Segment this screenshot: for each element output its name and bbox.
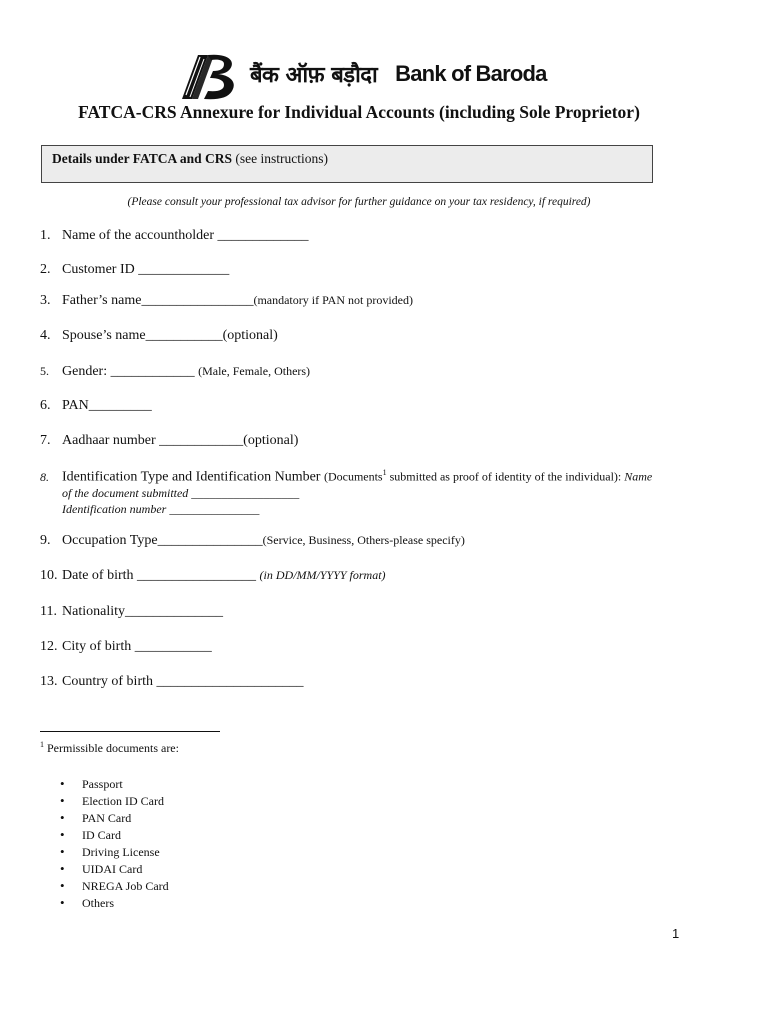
bullet-icon: •	[60, 861, 65, 876]
details-box-bold: Details under FATCA and CRS	[52, 151, 233, 166]
field-note: (Service, Business, Others-please specify)	[262, 533, 465, 547]
document-title: FATCA-CRS Annexure for Individual Accounts (including Sole Proprietor)	[78, 102, 640, 122]
field-accountholder-name[interactable]	[40, 228, 309, 244]
permissible-documents-list	[60, 775, 169, 911]
details-box-plain: (see instructions)	[232, 151, 329, 166]
field-number: 6.	[40, 398, 51, 413]
footnote-divider	[40, 731, 220, 732]
field-label: Father’s name________________	[62, 293, 254, 308]
field-number: 8.	[40, 469, 49, 484]
field-label: Occupation Type_______________	[62, 533, 263, 548]
field-label: Name of the accountholder _____________	[62, 228, 309, 243]
list-item-label: ID Card	[82, 828, 121, 842]
field-label: City of birth ___________	[62, 639, 212, 654]
footnote-title-text: Permissible documents are:	[44, 741, 179, 755]
field-label: Identification Type and Identification Number	[62, 469, 324, 485]
field-number: 1.	[40, 228, 51, 243]
list-item	[60, 894, 169, 911]
field-occupation-type[interactable]	[40, 533, 465, 549]
list-item	[60, 860, 169, 877]
bullet-icon: •	[60, 844, 65, 859]
bullet-icon: •	[60, 810, 65, 825]
list-item-label: NREGA Job Card	[82, 879, 169, 893]
list-item	[60, 775, 169, 792]
bullet-icon: •	[60, 827, 65, 842]
field-identification[interactable]	[40, 468, 652, 486]
field-number: 9.	[40, 533, 51, 548]
field-label: Customer ID _____________	[62, 262, 230, 277]
list-item-label: Driving License	[82, 845, 160, 859]
field-number: 12.	[40, 639, 58, 654]
field-label: Spouse’s name___________(optional)	[62, 328, 278, 343]
field-gender[interactable]	[40, 364, 310, 380]
field-note-italic: Name	[624, 469, 653, 484]
field-number: 10.	[40, 568, 58, 583]
field-note: (mandatory if PAN not provided)	[253, 293, 413, 307]
field-label: Nationality______________	[62, 604, 223, 619]
footnote-number: 1	[40, 740, 44, 749]
list-item	[60, 877, 169, 894]
field-nationality[interactable]	[40, 604, 223, 620]
list-item	[60, 843, 169, 860]
field-number: 13.	[40, 674, 58, 689]
field-note-cont: submitted as proof of identity of the individual):	[386, 469, 625, 484]
list-item-label: PAN Card	[82, 811, 132, 825]
field-label: PAN_________	[62, 398, 152, 413]
list-item	[60, 826, 169, 843]
details-box	[41, 145, 653, 183]
field-city-of-birth[interactable]	[40, 639, 212, 655]
footnote-title	[40, 740, 179, 756]
bank-logo	[178, 46, 547, 102]
field-note: (in DD/MM/YYYY format)	[259, 568, 386, 582]
footnote-marker: 1	[382, 468, 387, 477]
field-label: Gender: ____________	[62, 364, 199, 379]
field-number: 2.	[40, 262, 51, 277]
field-number: 4.	[40, 328, 51, 343]
field-number: 11.	[40, 604, 57, 619]
identification-number-line[interactable]: Identification number _______________	[62, 502, 260, 516]
document-name-line[interactable]: of the document submitted __________________	[62, 486, 300, 500]
field-label: Date of birth _________________	[62, 568, 260, 583]
field-number: 5.	[40, 364, 49, 378]
list-item	[60, 792, 169, 809]
field-fathers-name[interactable]	[40, 293, 413, 309]
logo-hindi-text: बैंक ऑफ़ बड़ौदा	[250, 63, 378, 88]
field-note: (Male, Female, Others)	[198, 364, 311, 378]
field-aadhaar[interactable]	[40, 433, 298, 449]
bullet-icon: •	[60, 776, 65, 791]
bullet-icon: •	[60, 895, 65, 910]
field-customer-id[interactable]	[40, 262, 229, 278]
bank-of-baroda-logo-icon	[178, 47, 240, 101]
field-spouses-name[interactable]	[40, 328, 278, 344]
page-number: 1	[672, 926, 680, 941]
field-number: 7.	[40, 433, 51, 448]
field-note: (Documents	[323, 469, 383, 484]
advisory-note: (Please consult your professional tax advisor for further guidance on your tax residency, if required)	[127, 196, 591, 208]
list-item-label: Election ID Card	[82, 794, 164, 808]
field-number: 3.	[40, 293, 51, 308]
field-date-of-birth[interactable]	[40, 568, 386, 584]
field-label: Country of birth _____________________	[62, 674, 304, 689]
field-label: Aadhaar number ____________(optional)	[62, 433, 299, 448]
list-item-label: Passport	[82, 777, 123, 791]
bullet-icon: •	[60, 793, 65, 808]
list-item-label: UIDAI Card	[82, 862, 143, 876]
list-item-label: Others	[82, 896, 114, 910]
bullet-icon: •	[60, 878, 65, 893]
field-pan[interactable]	[40, 398, 152, 414]
logo-english-text: Bank of Baroda	[395, 61, 547, 86]
list-item	[60, 809, 169, 826]
details-box-text	[52, 151, 328, 167]
field-country-of-birth[interactable]	[40, 674, 304, 690]
